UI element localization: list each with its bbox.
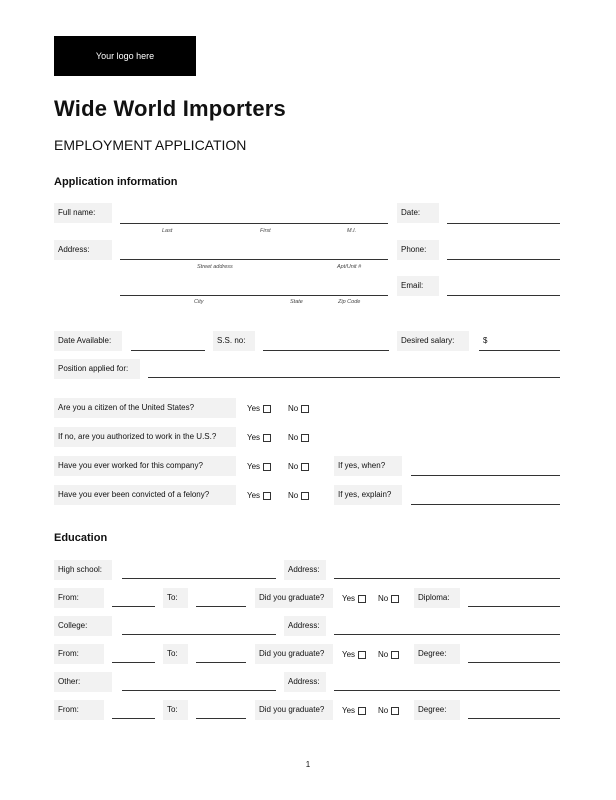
high-school-address-label: Address: [284,560,326,580]
felony-no[interactable]: No [288,491,309,500]
checkbox-icon [391,595,399,603]
high-school-from-label: From: [54,588,104,608]
other-from-field[interactable] [112,718,155,719]
authorized-no[interactable]: No [288,433,309,442]
citizen-no[interactable]: No [288,404,309,413]
college-degree-label: Degree: [414,644,460,664]
high-school-field[interactable] [122,578,276,579]
name-sub-last: Last [162,228,173,234]
high-school-graduate-no[interactable]: No [378,594,399,603]
diploma-label: Diploma: [414,588,460,608]
other-address-label: Address: [284,672,326,692]
date-available-field[interactable] [131,350,205,351]
desired-salary-label: Desired salary: [397,331,469,351]
addr-sub-city: City [194,299,204,305]
question-felony: Have you ever been convicted of a felony? [54,485,236,505]
college-from-field[interactable] [112,662,155,663]
checkbox-icon [301,463,309,471]
college-graduate-yes[interactable]: Yes [342,650,366,659]
college-from-label: From: [54,644,104,664]
question-worked-before: Have you ever worked for this company? [54,456,236,476]
other-to-label: To: [163,700,188,720]
high-school-address-field[interactable] [334,578,560,579]
other-graduate-yes[interactable]: Yes [342,706,366,715]
college-to-field[interactable] [196,662,246,663]
if-yes-explain-field[interactable] [411,504,560,505]
currency-symbol: $ [483,336,488,345]
high-school-from-field[interactable] [112,606,155,607]
city-state-zip-field[interactable] [120,295,388,296]
checkbox-icon [301,405,309,413]
other-graduate-no[interactable]: No [378,706,399,715]
position-field[interactable] [148,377,560,378]
checkbox-icon [263,405,271,413]
question-citizen: Are you a citizen of the United States? [54,398,236,418]
logo-placeholder: Your logo here [54,36,196,76]
high-school-to-field[interactable] [196,606,246,607]
college-to-label: To: [163,644,188,664]
position-label: Position applied for: [54,359,140,379]
other-from-label: From: [54,700,104,720]
high-school-to-label: To: [163,588,188,608]
high-school-graduate-yes[interactable]: Yes [342,594,366,603]
phone-label: Phone: [397,240,439,260]
address-label: Address: [54,240,112,260]
checkbox-icon [263,463,271,471]
checkbox-icon [391,651,399,659]
addr-sub-zip: Zip Code [338,299,361,305]
section-heading-application: Application information [54,176,178,188]
checkbox-icon [358,595,366,603]
question-authorized: If no, are you authorized to work in the U.S.? [54,427,236,447]
citizen-yes[interactable]: Yes [247,404,271,413]
other-graduate-label: Did you graduate? [255,700,333,720]
other-address-field[interactable] [334,690,560,691]
desired-salary-field[interactable] [479,350,560,351]
high-school-label: High school: [54,560,112,580]
other-field[interactable] [122,690,276,691]
email-label: Email: [397,276,439,296]
checkbox-icon [358,651,366,659]
college-address-field[interactable] [334,634,560,635]
college-graduate-no[interactable]: No [378,650,399,659]
form-title: EMPLOYMENT APPLICATION [54,137,247,153]
checkbox-icon [391,707,399,715]
worked-before-yes[interactable]: Yes [247,462,271,471]
checkbox-icon [301,492,309,500]
name-sub-mi: M.I. [347,228,357,234]
checkbox-icon [263,434,271,442]
checkbox-icon [263,492,271,500]
checkbox-icon [358,707,366,715]
addr-sub-apt: Apt/Unit # [337,264,362,270]
felony-yes[interactable]: Yes [247,491,271,500]
name-sub-first: First [260,228,271,234]
ssn-label: S.S. no: [213,331,255,351]
addr-sub-state: State [290,299,303,305]
company-name: Wide World Importers [54,96,286,121]
authorized-yes[interactable]: Yes [247,433,271,442]
date-label: Date: [397,203,439,223]
phone-field[interactable] [447,259,560,260]
full-name-field[interactable] [120,223,388,224]
email-field[interactable] [447,295,560,296]
date-field[interactable] [447,223,560,224]
diploma-field[interactable] [468,606,560,607]
ssn-field[interactable] [263,350,389,351]
other-degree-label: Degree: [414,700,460,720]
page-number: 1 [305,760,311,769]
college-address-label: Address: [284,616,326,636]
college-field[interactable] [122,634,276,635]
if-yes-when-field[interactable] [411,475,560,476]
college-degree-field[interactable] [468,662,560,663]
other-to-field[interactable] [196,718,246,719]
college-graduate-label: Did you graduate? [255,644,333,664]
if-yes-explain-label: If yes, explain? [334,485,402,505]
other-degree-field[interactable] [468,718,560,719]
street-address-field[interactable] [120,259,388,260]
worked-before-no[interactable]: No [288,462,309,471]
date-available-label: Date Available: [54,331,122,351]
if-yes-when-label: If yes, when? [334,456,402,476]
section-heading-education: Education [54,532,108,544]
full-name-label: Full name: [54,203,112,223]
addr-sub-street: Street address [197,264,233,270]
other-label: Other: [54,672,112,692]
college-label: College: [54,616,112,636]
high-school-graduate-label: Did you graduate? [255,588,333,608]
checkbox-icon [301,434,309,442]
